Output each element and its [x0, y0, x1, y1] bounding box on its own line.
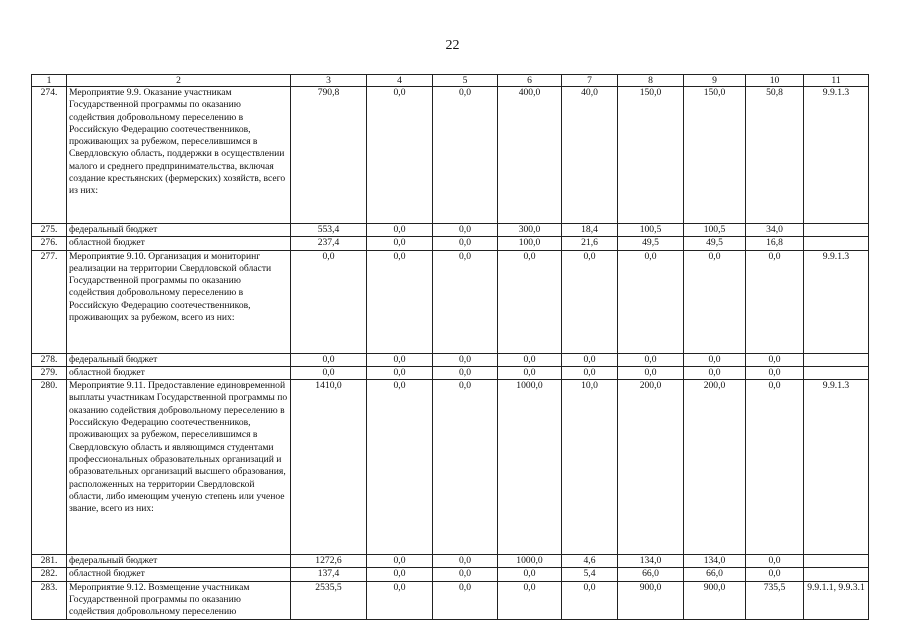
header-row — [32, 75, 869, 87]
amount-cell: 0,0 — [367, 87, 433, 224]
amount-cell: 150,0 — [618, 87, 684, 224]
table-row — [32, 87, 869, 224]
amount-cell: 0,0 — [367, 555, 433, 568]
target-code-cell — [804, 555, 869, 568]
amount-cell: 0,0 — [433, 366, 498, 379]
amount-cell: 150,0 — [684, 87, 746, 224]
amount-cell: 66,0 — [618, 568, 684, 581]
amount-cell: 1272,6 — [291, 555, 367, 568]
header-cell: 6 — [498, 75, 562, 87]
amount-cell: 300,0 — [498, 224, 562, 237]
table-row — [32, 353, 869, 366]
budget-table — [31, 74, 869, 620]
amount-cell: 10,0 — [562, 380, 618, 555]
amount-cell: 0,0 — [684, 366, 746, 379]
amount-cell: 200,0 — [618, 380, 684, 555]
amount-cell: 1410,0 — [291, 380, 367, 555]
amount-cell: 0,0 — [367, 568, 433, 581]
row-description: областной бюджет — [67, 366, 291, 379]
amount-cell: 5,4 — [562, 568, 618, 581]
amount-cell: 0,0 — [367, 581, 433, 619]
header-cell: 3 — [291, 75, 367, 87]
amount-cell: 0,0 — [498, 581, 562, 619]
amount-cell: 0,0 — [562, 353, 618, 366]
amount-cell: 0,0 — [291, 353, 367, 366]
amount-cell: 100,5 — [618, 224, 684, 237]
amount-cell: 0,0 — [367, 366, 433, 379]
amount-cell: 21,6 — [562, 237, 618, 250]
row-number: 281. — [32, 555, 67, 568]
amount-cell: 900,0 — [684, 581, 746, 619]
target-code-cell — [804, 224, 869, 237]
header-cell: 1 — [32, 75, 67, 87]
amount-cell: 0,0 — [367, 380, 433, 555]
header-cell: 11 — [804, 75, 869, 87]
target-code-cell: 9.9.1.3 — [804, 250, 869, 353]
header-cell: 9 — [684, 75, 746, 87]
amount-cell: 1000,0 — [498, 380, 562, 555]
table-row — [32, 366, 869, 379]
row-description: Мероприятие 9.11. Предоставление единовременной выплаты участникам Государственной программы по оказанию содействия добровольному переселению в Российскую Федерацию соотечественников, проживающих за рубежом, переселившимся в Свердловскую область и являющимся студентами профессиональных образовательных организаций и образовательных организаций высшего образования, расположенных на территории Свердловской области, либо имеющим ученую степень или ученое звание, всего из них: — [67, 380, 291, 555]
table-row — [32, 250, 869, 353]
amount-cell: 0,0 — [746, 380, 804, 555]
amount-cell: 34,0 — [746, 224, 804, 237]
table-row — [32, 581, 869, 619]
row-description: областной бюджет — [67, 237, 291, 250]
amount-cell: 790,8 — [291, 87, 367, 224]
target-code-cell: 9.9.1.3 — [804, 380, 869, 555]
amount-cell: 4,6 — [562, 555, 618, 568]
amount-cell: 2535,5 — [291, 581, 367, 619]
amount-cell: 0,0 — [562, 581, 618, 619]
amount-cell: 0,0 — [684, 250, 746, 353]
table-row — [32, 237, 869, 250]
amount-cell: 100,5 — [684, 224, 746, 237]
header-cell: 7 — [562, 75, 618, 87]
amount-cell: 49,5 — [618, 237, 684, 250]
amount-cell: 0,0 — [433, 237, 498, 250]
amount-cell: 18,4 — [562, 224, 618, 237]
amount-cell: 0,0 — [433, 250, 498, 353]
amount-cell: 0,0 — [498, 366, 562, 379]
amount-cell: 0,0 — [618, 366, 684, 379]
amount-cell: 0,0 — [746, 250, 804, 353]
table-row — [32, 568, 869, 581]
amount-cell: 0,0 — [291, 366, 367, 379]
amount-cell: 0,0 — [367, 224, 433, 237]
row-description: федеральный бюджет — [67, 353, 291, 366]
amount-cell: 0,0 — [433, 353, 498, 366]
row-number: 276. — [32, 237, 67, 250]
amount-cell: 0,0 — [433, 224, 498, 237]
amount-cell: 134,0 — [618, 555, 684, 568]
row-description: областной бюджет — [67, 568, 291, 581]
amount-cell: 134,0 — [684, 555, 746, 568]
amount-cell: 100,0 — [498, 237, 562, 250]
header-cell: 2 — [67, 75, 291, 87]
amount-cell: 0,0 — [562, 250, 618, 353]
amount-cell: 553,4 — [291, 224, 367, 237]
amount-cell: 900,0 — [618, 581, 684, 619]
amount-cell: 0,0 — [746, 366, 804, 379]
amount-cell: 0,0 — [367, 250, 433, 353]
row-description: Мероприятие 9.12. Возмещение участникам Государственной программы по оказанию содействия добровольному переселению — [67, 581, 291, 619]
row-description: Мероприятие 9.10. Организация и мониторинг реализации на территории Свердловской области Государственной программы по оказанию содействия добровольному переселению в Российскую Федерацию соотечественников, проживающих за рубежом, всего из них: — [67, 250, 291, 353]
row-number: 278. — [32, 353, 67, 366]
row-number: 274. — [32, 87, 67, 224]
row-description: федеральный бюджет — [67, 224, 291, 237]
page-number: 22 — [445, 38, 460, 53]
amount-cell: 0,0 — [618, 250, 684, 353]
amount-cell: 0,0 — [367, 353, 433, 366]
amount-cell: 137,4 — [291, 568, 367, 581]
amount-cell: 50,8 — [746, 87, 804, 224]
row-number: 280. — [32, 380, 67, 555]
target-code-cell: 9.9.1.1, 9.9.3.1 — [804, 581, 869, 619]
amount-cell: 0,0 — [746, 555, 804, 568]
amount-cell: 0,0 — [433, 568, 498, 581]
row-number: 282. — [32, 568, 67, 581]
header-cell: 5 — [433, 75, 498, 87]
amount-cell: 0,0 — [746, 353, 804, 366]
amount-cell: 66,0 — [684, 568, 746, 581]
target-code-cell — [804, 366, 869, 379]
amount-cell: 1000,0 — [498, 555, 562, 568]
row-number: 279. — [32, 366, 67, 379]
row-number: 277. — [32, 250, 67, 353]
header-cell: 10 — [746, 75, 804, 87]
amount-cell: 0,0 — [498, 568, 562, 581]
table-row — [32, 380, 869, 555]
table-row — [32, 224, 869, 237]
amount-cell: 49,5 — [684, 237, 746, 250]
amount-cell: 0,0 — [367, 237, 433, 250]
target-code-cell — [804, 353, 869, 366]
amount-cell: 735,5 — [746, 581, 804, 619]
amount-cell: 0,0 — [562, 366, 618, 379]
target-code-cell — [804, 237, 869, 250]
amount-cell: 0,0 — [498, 250, 562, 353]
amount-cell: 200,0 — [684, 380, 746, 555]
row-number: 275. — [32, 224, 67, 237]
header-cell: 8 — [618, 75, 684, 87]
amount-cell: 237,4 — [291, 237, 367, 250]
table-row — [32, 555, 869, 568]
amount-cell: 0,0 — [291, 250, 367, 353]
target-code-cell: 9.9.1.3 — [804, 87, 869, 224]
amount-cell: 0,0 — [498, 353, 562, 366]
amount-cell: 0,0 — [684, 353, 746, 366]
row-description: Мероприятие 9.9. Оказание участникам Государственной программы по оказанию содействия добровольному переселению в Российскую Федерацию соотечественников, проживающих за рубежом, переселившимся в Свердловскую область, поддержки в осуществлении малого и среднего предпринимательства, включая создание крестьянских (фермерских) хозяйств, всего из них: — [67, 87, 291, 224]
amount-cell: 0,0 — [746, 568, 804, 581]
amount-cell: 40,0 — [562, 87, 618, 224]
row-number: 283. — [32, 581, 67, 619]
row-description: федеральный бюджет — [67, 555, 291, 568]
amount-cell: 0,0 — [618, 353, 684, 366]
amount-cell: 0,0 — [433, 380, 498, 555]
amount-cell: 0,0 — [433, 581, 498, 619]
target-code-cell — [804, 568, 869, 581]
amount-cell: 0,0 — [433, 555, 498, 568]
amount-cell: 0,0 — [433, 87, 498, 224]
header-cell: 4 — [367, 75, 433, 87]
amount-cell: 400,0 — [498, 87, 562, 224]
amount-cell: 16,8 — [746, 237, 804, 250]
